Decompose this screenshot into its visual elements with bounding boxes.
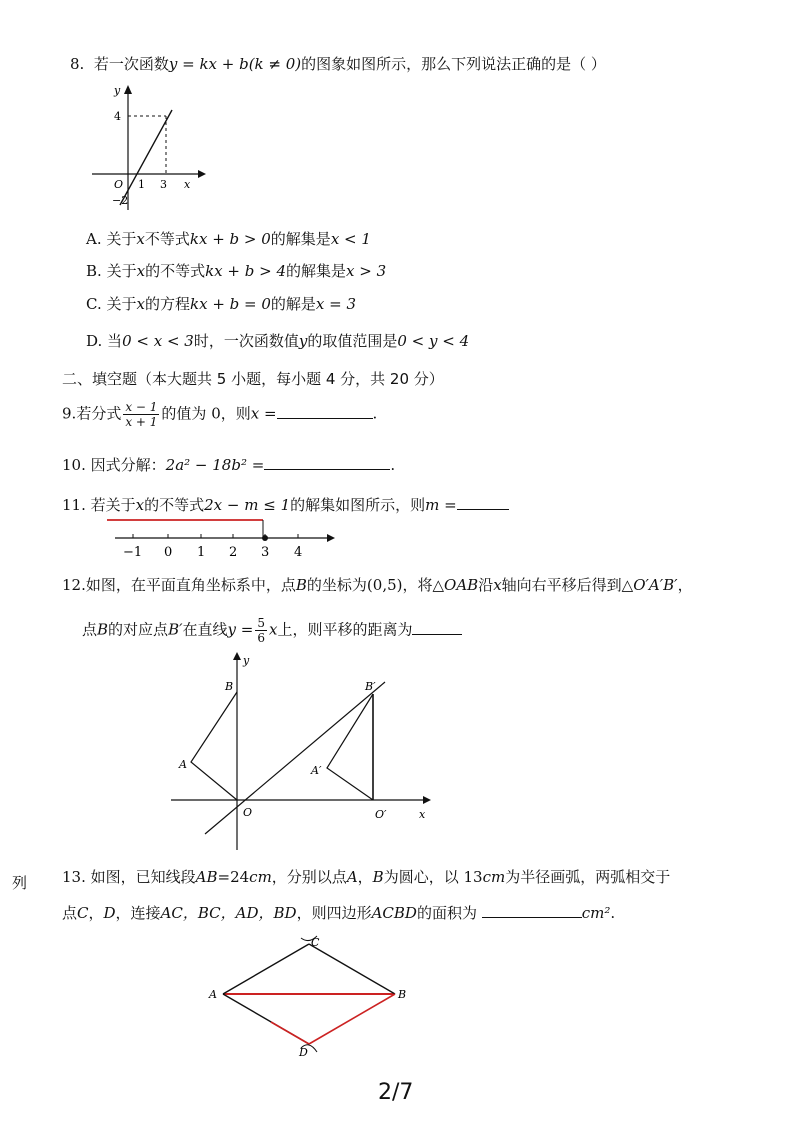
q13-line2: 点C，D，连接AC，BC，AD，BD，则四边形ACBD的面积为 cm². <box>62 904 616 922</box>
q8-x-label: x <box>184 178 191 191</box>
q13-label-d: D <box>299 1046 308 1059</box>
q13-blank[interactable] <box>482 903 582 918</box>
q10-blank[interactable] <box>264 455 390 470</box>
q12-label-a: A <box>179 758 187 771</box>
q12-label-ap: A′ <box>311 764 322 777</box>
page-number: 2/7 <box>378 1080 414 1105</box>
q9-fraction: $\frac{x - 1}{x + 1}$ <box>125 400 158 429</box>
q8-tick-neg2: −2 <box>112 194 129 207</box>
q11-tick-0: 0 <box>164 545 173 560</box>
q12-label-o: O <box>243 806 253 819</box>
q10: 10. 因式分解：2a² − 18b² = . <box>62 456 396 474</box>
q12-line1: 12.如图，在平面直角坐标系中，点B的坐标为(0,5)，将△OAB沿x轴向右平移后得到△O′A′B′， <box>62 576 693 594</box>
q8-stem: 8. 若一次函数y = kx + b(k ≠ 0)的图象如图所示，那么下列说法正确的是（ ） <box>70 55 606 73</box>
q13-line1: 13. 如图，已知线段AB=24cm，分别以点A，B为圆心，以 13cm为半径画弧，两弧相交于 <box>62 868 671 886</box>
q12-label-bp: B′ <box>365 680 376 693</box>
q12-x-label: x <box>419 808 426 821</box>
section2-title: 二、填空题（本大题共 5 小题，每小题 4 分，共 20 分） <box>62 370 444 388</box>
q12-label-b: B <box>225 680 234 693</box>
q12-y-label: y <box>243 654 250 667</box>
q12-fraction: $\frac{5}{6}$ <box>257 616 265 645</box>
q11-blank[interactable] <box>457 495 509 510</box>
q8-option-a: A. 关于x不等式kx + b > 0的解集是x < 1 <box>86 230 371 248</box>
q11-tick-4: 4 <box>294 545 303 560</box>
q13-graph <box>205 932 415 1062</box>
q8-tick-4: 4 <box>114 110 121 123</box>
q12-label-op: O′ <box>375 808 387 821</box>
q8-option-c: C. 关于x的方程kx + b = 0的解是x = 3 <box>86 295 357 313</box>
q8-tick-3: 3 <box>160 178 167 191</box>
q11-tick-2: 2 <box>229 545 238 560</box>
q8-y-label: y <box>114 84 121 97</box>
q13-label-a: A <box>209 988 217 1001</box>
margin-char: 列 <box>12 874 28 892</box>
q11: 11. 若关于x的不等式2x − m ≤ 1的解集如图所示，则m = <box>62 494 509 515</box>
q12-line2: 点B的对应点B′在直线y = $\frac{5}{6}$ x上，则平移的距离为 <box>82 616 462 645</box>
q11-number-line <box>105 512 335 562</box>
q8-option-d: D. 当0 < x < 3时，一次函数值y的取值范围是0 < y < 4 <box>86 332 470 350</box>
q9-blank[interactable] <box>277 404 373 419</box>
q13-label-b: B <box>398 988 407 1001</box>
q11-tick-neg1: −1 <box>123 545 143 560</box>
q11-tick-1: 1 <box>197 545 206 560</box>
q13-label-c: C <box>311 936 320 949</box>
q12-blank[interactable] <box>412 620 462 635</box>
q8-option-b: B. 关于x的不等式kx + b > 4的解集是x > 3 <box>86 262 387 280</box>
q11-tick-3: 3 <box>261 545 270 560</box>
q12-graph <box>165 650 435 850</box>
q8-origin: O <box>114 178 124 191</box>
q9: 9.若分式 $\frac{x - 1}{x + 1}$ 的值为 0，则x = . <box>62 400 378 429</box>
q8-tick-1: 1 <box>138 178 145 191</box>
q8-graph <box>80 80 210 220</box>
